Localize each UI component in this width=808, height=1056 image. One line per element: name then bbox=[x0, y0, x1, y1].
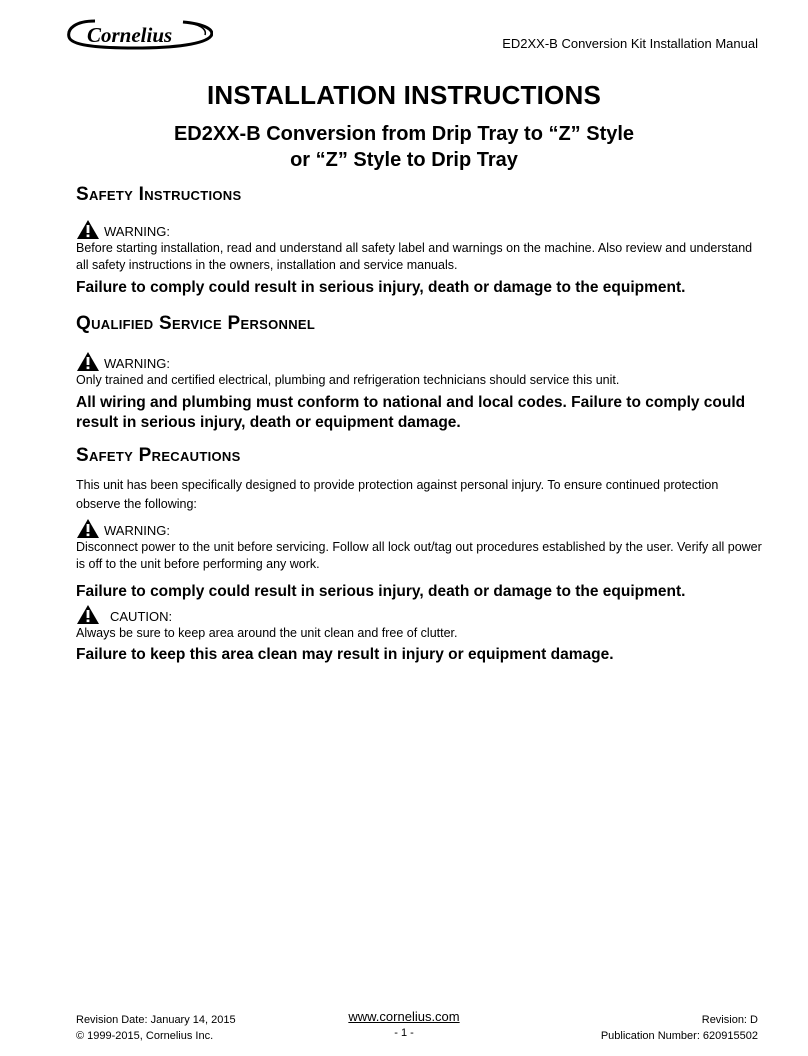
warning-triangle-icon bbox=[76, 518, 100, 539]
warning-bold-text: Failure to comply could result in serious injury, death or damage to the equipment. bbox=[76, 583, 686, 600]
warning-block-personnel bbox=[76, 350, 766, 433]
logo-wordmark: Cornelius bbox=[87, 23, 173, 47]
warning-label: WARNING: bbox=[104, 356, 170, 371]
subtitle-line-1: ED2XX-B Conversion from Drip Tray to “Z” Style bbox=[173, 123, 635, 145]
page-subtitle bbox=[0, 121, 808, 173]
warning-bold-text: Failure to comply could result in serious injury, death or damage to the equipment. bbox=[76, 279, 686, 296]
caution-text: Always be sure to keep area around the unit clean and free of clutter. bbox=[76, 626, 458, 640]
logo-swoosh-icon bbox=[65, 17, 213, 51]
page-title: INSTALLATION INSTRUCTIONS bbox=[206, 80, 601, 110]
precautions-intro: This unit has been specifically designed to provide protection against personal injury. To ensure continued protection observe the following: bbox=[76, 478, 719, 511]
warning-text: Only trained and certified electrical, plumbing and refrigeration technicians should service this unit. bbox=[76, 373, 620, 387]
website-link[interactable]: www.cornelius.com bbox=[348, 1009, 460, 1024]
caution-block bbox=[76, 603, 766, 665]
warning-triangle-icon bbox=[76, 351, 100, 372]
warning-label: WARNING: bbox=[104, 523, 170, 538]
footer-right bbox=[601, 1012, 758, 1044]
warning-text: Disconnect power to the unit before servicing. Follow all lock out/tag out procedures established by the user. Verify all power is off to the unit before performing any work. bbox=[76, 540, 762, 571]
warning-block-precautions bbox=[76, 517, 766, 602]
section-heading-qualified-personnel: Qualified Service Personnel bbox=[76, 313, 316, 334]
warning-triangle-icon bbox=[76, 219, 100, 240]
warning-text: Before starting installation, read and understand all safety label and warnings on the machine. Also review and understand all safety instructions in the owners, installation and service manuals. bbox=[76, 241, 753, 272]
revision-date: Revision Date: January 14, 2015 bbox=[76, 1014, 236, 1026]
warning-bold-text: All wiring and plumbing must conform to national and local codes. Failure to comply could result in serious injury, death or equipment damage. bbox=[76, 394, 746, 431]
subtitle-line-2: or “Z” Style to Drip Tray bbox=[290, 149, 518, 171]
copyright: © 1999-2015, Cornelius Inc. bbox=[76, 1030, 214, 1042]
section-heading-safety-precautions: Safety Precautions bbox=[76, 445, 241, 466]
caution-triangle-icon bbox=[76, 604, 100, 625]
warning-label: WARNING: bbox=[104, 224, 170, 239]
page-number: - 1 - bbox=[394, 1027, 414, 1039]
revision: Revision: D bbox=[701, 1014, 758, 1026]
caution-bold-text: Failure to keep this area clean may result in injury or equipment damage. bbox=[76, 646, 614, 663]
caution-label: CAUTION: bbox=[110, 609, 173, 624]
cornelius-logo bbox=[65, 17, 213, 51]
section-heading-safety-instructions: Safety Instructions bbox=[76, 184, 242, 205]
publication-number: Publication Number: 620915502 bbox=[600, 1030, 758, 1042]
warning-block-safety bbox=[76, 218, 766, 298]
manual-title: ED2XX-B Conversion Kit Installation Manual bbox=[502, 36, 758, 51]
